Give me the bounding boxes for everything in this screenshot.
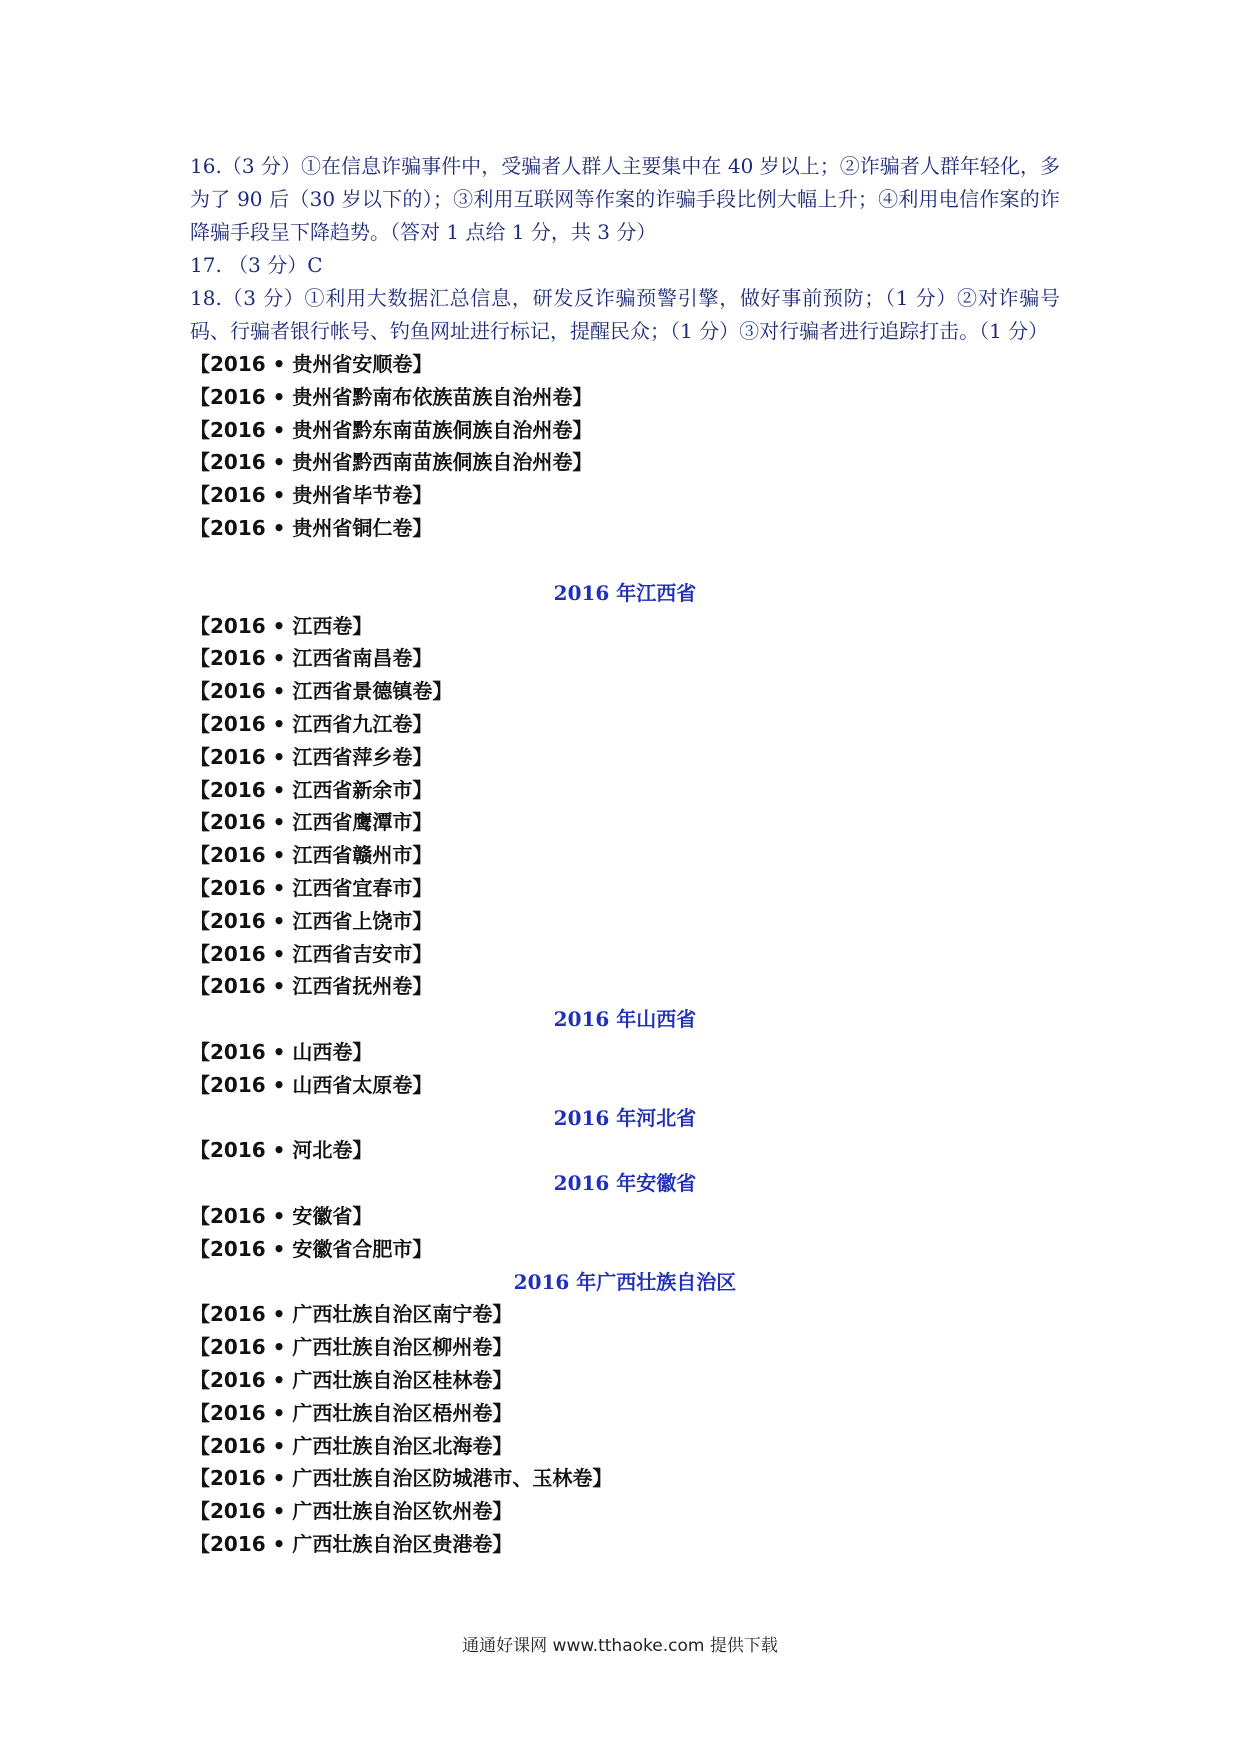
list-item: 【2016 • 贵州省黔西南苗族侗族自治州卷】 <box>190 450 593 475</box>
list-item: 【2016 • 广西壮族自治区柳州卷】 <box>190 1335 513 1360</box>
list-item: 【2016 • 广西壮族自治区北海卷】 <box>190 1433 513 1458</box>
list-item: 【2016 • 江西省抚州卷】 <box>190 974 433 999</box>
section-heading-anhui: 2016 年安徽省 <box>553 1171 697 1196</box>
list-item: 【2016 • 江西省南昌卷】 <box>190 646 433 671</box>
list-item: 【2016 • 江西省上饶市】 <box>190 908 433 933</box>
section-heading-jiangxi: 2016 年江西省 <box>553 580 697 605</box>
list-item: 【2016 • 江西省新余市】 <box>190 777 433 802</box>
list-item: 【2016 • 江西卷】 <box>190 613 373 638</box>
list-item: 【2016 • 广西壮族自治区钦州卷】 <box>190 1499 513 1524</box>
list-item: 【2016 • 贵州省黔东南苗族侗族自治州卷】 <box>190 417 593 442</box>
list-item: 【2016 • 广西壮族自治区防城港市、玉林卷】 <box>190 1466 613 1491</box>
shanxi-section <box>190 1003 1060 1101</box>
jiangxi-section <box>190 577 1060 1003</box>
list-item: 【2016 • 山西卷】 <box>190 1039 373 1064</box>
list-item: 【2016 • 广西壮族自治区梧州卷】 <box>190 1400 513 1425</box>
section-heading-shanxi: 2016 年山西省 <box>553 1007 697 1032</box>
anhui-section <box>190 1167 1060 1265</box>
list-item: 【2016 • 广西壮族自治区贵港卷】 <box>190 1531 513 1556</box>
list-item: 【2016 • 江西省景德镇卷】 <box>190 679 453 704</box>
list-item: 【2016 • 广西壮族自治区南宁卷】 <box>190 1302 513 1327</box>
list-item: 【2016 • 河北卷】 <box>190 1138 373 1163</box>
guangxi-section <box>190 1266 1060 1561</box>
section-heading-hebei: 2016 年河北省 <box>553 1105 697 1130</box>
footer-text: 通通好课网 www.tthaoke.com 提供下载 <box>462 1636 778 1656</box>
guizhou-list <box>190 348 1060 545</box>
answer-18: 18.（3 分）①利用大数据汇总信息，研发反诈骗预警引擎，做好事前预防；（1 分）②对诈骗号码、行骗者银行帐号、钓鱼网址进行标记，提醒民众；（1 分）③对行骗者进行追踪打击。（1 分） <box>190 286 1060 343</box>
list-item: 【2016 • 贵州省安顺卷】 <box>190 352 433 376</box>
list-item: 【2016 • 贵州省毕节卷】 <box>190 483 433 508</box>
list-item: 【2016 • 江西省宜春市】 <box>190 875 433 900</box>
list-item: 【2016 • 安徽省】 <box>190 1203 373 1228</box>
answer-17: 17. （3 分）C <box>190 253 323 277</box>
list-item: 【2016 • 江西省赣州市】 <box>190 843 433 868</box>
hebei-section <box>190 1102 1060 1168</box>
blank-line <box>190 545 1060 577</box>
list-item: 【2016 • 贵州省铜仁卷】 <box>190 515 433 540</box>
answer-block <box>190 150 1060 348</box>
list-item: 【2016 • 山西省太原卷】 <box>190 1072 433 1097</box>
document-page <box>190 150 1060 1561</box>
list-item: 【2016 • 江西省吉安市】 <box>190 941 433 966</box>
list-item: 【2016 • 广西壮族自治区桂林卷】 <box>190 1367 513 1392</box>
list-item: 【2016 • 江西省九江卷】 <box>190 711 433 736</box>
list-item: 【2016 • 江西省鹰潭市】 <box>190 810 433 835</box>
list-item: 【2016 • 贵州省黔南布依族苗族自治州卷】 <box>190 384 593 409</box>
list-item: 【2016 • 江西省萍乡卷】 <box>190 744 433 769</box>
list-item: 【2016 • 安徽省合肥市】 <box>190 1236 433 1261</box>
section-heading-guangxi: 2016 年广西壮族自治区 <box>513 1269 737 1294</box>
answer-16: 16.（3 分）①在信息诈骗事件中，受骗者人群人主要集中在 40 岁以上；②诈骗者人群年轻化，多为了 90 后（30 岁以下的）；③利用互联网等作案的诈骗手段比例大幅上升；④利用电信作案的诈降骗手段呈下降趋势。（答对 1 点给 1 分，共 3 分） <box>190 154 1060 244</box>
